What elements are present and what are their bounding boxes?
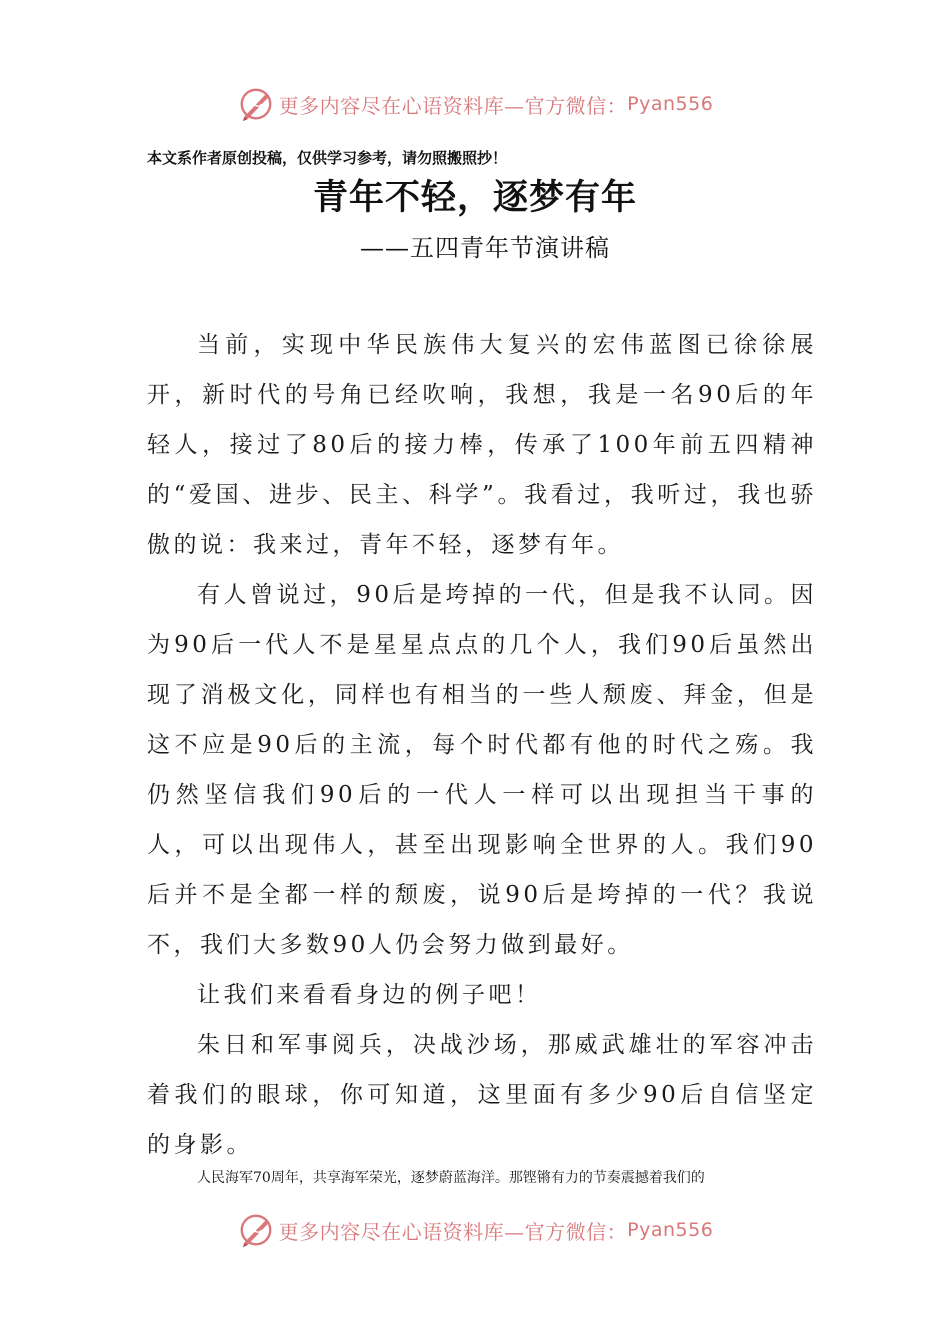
banner-text: 更多内容尽在心语资料库—官方微信： — [278, 1219, 628, 1244]
paragraph-4: 朱日和军事阅兵，决战沙场，那威武雄壮的军容冲击着我们的眼球，你可知道，这里面有多少90后自信坚定的身影。 — [147, 1032, 817, 1158]
page-subtitle: ——五四青年节演讲稿 — [360, 234, 610, 262]
banner-text: 更多内容尽在心语资料库—官方微信： — [278, 93, 628, 118]
header-banner — [0, 84, 950, 124]
paragraph-1: 当前，实现中华民族伟大复兴的宏伟蓝图已徐徐展开，新时代的号角已经吹响，我想，我是一名90后的年轻人，接过了80后的接力棒，传承了100年前五四精神的“爱国、进步、民主、科学”。我看过，我听过，我也骄傲的说：我来过，青年不轻，逐梦有年。 — [147, 332, 817, 558]
paragraph-3: 让我们来看看身边的例子吧！ — [197, 982, 542, 1008]
paragraph-2: 有人曾说过，90后是垮掉的一代，但是我不认同。因为90后一代人不是星星点点的几个人，我们90后虽然出现了消极文化，同样也有相当的一些人颓废、拜金，但是这不应是90后的主流，每个时代都有他的时代之殇。我仍然坚信我们90后的一代人一样可以出现担当干事的人，可以出现伟人，甚至出现影响全世界的人。我们90后并不是全都一样的颓废，说90后是垮掉的一代？我说不，我们大多数90人仍会努力做到最好。 — [147, 582, 817, 958]
footer-banner — [0, 1210, 950, 1250]
pen-logo-icon — [237, 1211, 275, 1249]
page-title: 青年不轻，逐梦有年 — [312, 177, 637, 218]
banner-wechat-id: Pyan556 — [627, 93, 714, 115]
banner-wechat-id: Pyan556 — [627, 1219, 714, 1241]
copyright-notice: 本文系作者原创投稿，仅供学习参考，请勿照搬照抄！ — [147, 149, 508, 167]
article-body — [147, 320, 817, 1170]
continuation-line: 人民海军70周年，共享海军荣光，逐梦蔚蓝海洋。那铿锵有力的节奏震撼着我们的 — [197, 1170, 705, 1186]
pen-logo-icon — [237, 85, 275, 123]
